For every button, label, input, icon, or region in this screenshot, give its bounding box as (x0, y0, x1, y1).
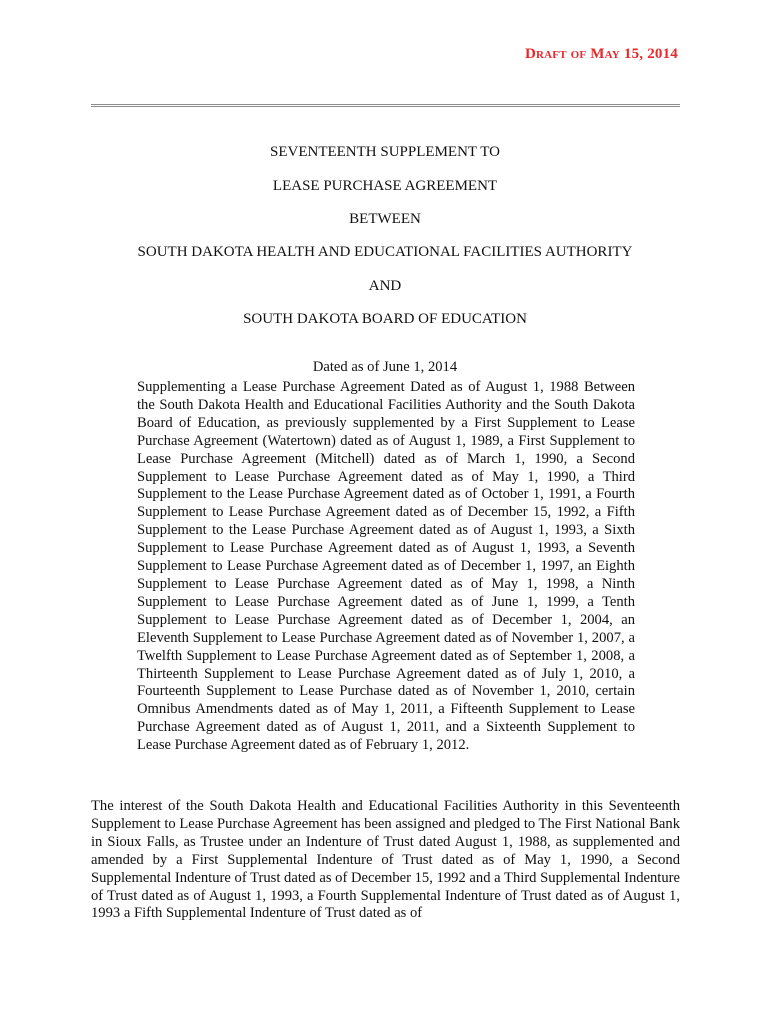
title-line-3: BETWEEN (349, 211, 421, 227)
title-conjunction: AND (368, 278, 402, 294)
supplement-recital: Supplementing a Lease Purchase Agreement Dated as of August 1, 1988 Between the South Dakota Health and Educational Facilities Authority and the South Dakota Board of Education, as previously supplemented by a First Supplement to Lease Purchase Agreement (Watertown) dated as of August 1, 1989, a First Supplement to Lease Purchase Agreement (Mitchell) dated as of March 1, 1990, a Second Supplement to Lease Purchase Agreement dated as of May 1, 1990, a Third Supplement to the Lease Purchase Agreement dated as of October 1, 1991, a Fourth Supplement to Lease Purchase Agreement dated as of December 15, 1992, a Fifth Supplement to the Lease Purchase Agreement dated as of August 1, 1993, a Sixth Supplement to Lease Purchase Agreement dated as of August 1, 1993, a Seventh Supplement to Lease Purchase Agreement dated as of December 1, 1997, an Eighth Supplement to Lease Purchase Agreement dated as of May 1, 1998, a Ninth Supplement to Lease Purchase Agreement dated as of June 1, 1999, a Tenth Supplement to Lease Purchase Agreement dated as of December 1, 2004, an Eleventh Supplement to Lease Purchase Agreement dated as of November 1, 2007, a Twelfth Supplement to Lease Purchase Agreement dated as of September 1, 2008, a Thirteenth Supplement to Lease Purchase Agreement dated as of July 1, 2010, a Fourteenth Supplement to Lease Purchase dated as of November 1, 2010, certain Omnibus Amendments dated as of May 1, 2011, a Fifteenth Supplement to Lease Purchase Agreement dated as of August 1, 2011, and a Sixteenth Supplement to Lease Purchase Agreement dated as of February 1, 2012. (137, 379, 635, 754)
agreement-date: Dated as of June 1, 2014 (312, 359, 458, 375)
title-line-2: LEASE PURCHASE AGREEMENT (272, 178, 498, 194)
title-line-1: SEVENTEENTH SUPPLEMENT TO (269, 144, 500, 160)
party-two-name: SOUTH DAKOTA BOARD OF EDUCATION (243, 311, 527, 327)
party-one-name: SOUTH DAKOTA HEALTH AND EDUCATIONAL FACILITIES AUTHORITY (137, 244, 633, 260)
draft-date-label: Draft of May 15, 2014 (524, 46, 678, 62)
assignment-paragraph: The interest of the South Dakota Health and Educational Facilities Authority in this Seventeenth Supplement to Lease Purchase Agreement has been assigned and pledged to The First National Bank in Sioux Falls, as Trustee under an Indenture of Trust dated August 1, 1988, as supplemented and amended by a First Supplemental Indenture of Trust dated as of May 1, 1990, a Second Supplemental Indenture of Trust dated as of December 15, 1992 and a Third Supplemental Indenture of Trust dated as of August 1, 1993, a Fourth Supplemental Indenture of Trust dated as of August 1, 1993 a Fifth Supplemental Indenture of Trust dated as of (91, 798, 681, 922)
header-divider (91, 104, 680, 107)
